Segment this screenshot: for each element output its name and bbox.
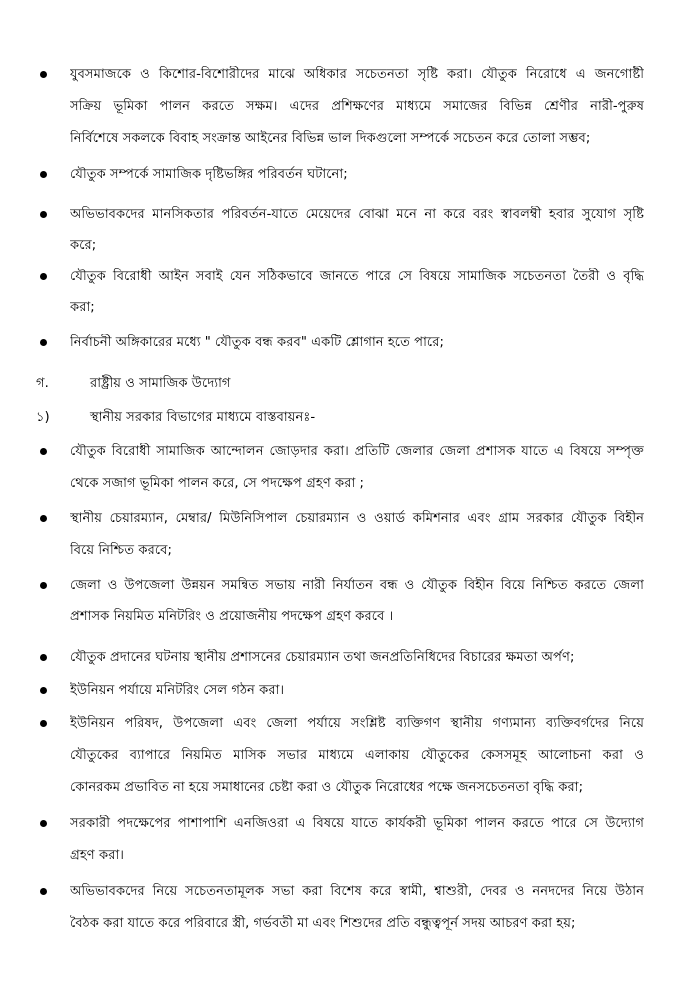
bullet-marker [40, 211, 47, 218]
paragraph-line: প্রশাসক নিয়মিত মনিটরিং ও প্রয়োজনীয় পদক্ষেপ গ্রহণ করবে । [70, 609, 394, 624]
bullet-marker [40, 888, 47, 895]
subsection-title: স্থানীয় সরকার বিভাগের মাধ্যমে বাস্তবায়নঃ- [90, 410, 316, 425]
paragraph-line: স্থানীয় চেয়ারম্যান, মেম্বার/ মিউনিসিপাল চেয়ারম্যান ও ওয়ার্ড কমিশনার এবং গ্রাম সরকার যৌতুক বিহীন [70, 511, 644, 526]
paragraph-line: অভিভাবকদের নিয়ে সচেতনতামূলক সভা করা বিশেষ করে স্বামী, শ্বাশুরী, দেবর ও ননদদের নিয়ে উঠান [70, 884, 644, 899]
bullet-marker [40, 171, 47, 178]
paragraph-line: থেকে সজাগ ভূমিকা পালন করে, সে পদক্ষেপ গ্রহণ করা ; [70, 476, 364, 491]
paragraph-line: জেলা ও উপজেলা উন্নয়ন সমন্বিত সভায় নারী নির্যাতন বন্ধ ও যৌতুক বিহীন বিয়ে নিশ্চিত করতে জেলা [70, 578, 644, 593]
bullet-marker [40, 273, 47, 280]
paragraph-line: যুবসমাজকে ও কিশোর-বিশোরীদের মাঝে অধিকার সচেতনতা সৃষ্টি করা। যৌতুক নিরোধে এ জনগোষ্টী [70, 67, 644, 82]
paragraph-line: ইউনিয়ন পর্যায়ে মনিটরিং সেল গঠন করা। [70, 683, 285, 698]
paragraph-line: বৈঠক করা যাতে করে পরিবারে স্ত্রী, গর্ভবতী মা এবং শিশুদের প্রতি বন্ধুত্বপূর্ন সদয় আচরণ করা হয়; [70, 916, 576, 931]
bullet-marker [40, 687, 47, 694]
bullet-marker [40, 720, 47, 727]
paragraph-line: যৌতুক সম্পর্কে সামাজিক দৃষ্টিভঙ্গির পরিবর্তন ঘটানো; [70, 167, 348, 182]
paragraph-line: করা; [70, 300, 95, 315]
bullet-marker [40, 339, 47, 346]
paragraph-line: যৌতুক বিরোধী সামাজিক আন্দোলন জোড়দার করা। প্রতিটি জেলার জেলা প্রশাসক যাতে এ বিষয়ে সম্পৃক্ত [70, 444, 644, 459]
paragraph-line: সরকারী পদক্ষেপের পাশাপাশি এনজিওরা এ বিষয়ে যাতে কার্যকরী ভূমিকা পালন করতে পারে সে উদ্যোগ [70, 816, 644, 831]
bullet-marker [40, 448, 47, 455]
section-title: রাষ্ট্রীয় ও সামাজিক উদ্যোগ [90, 376, 231, 391]
paragraph-line: করে; [70, 238, 97, 253]
paragraph-line: অভিভাবকদের মানসিকতার পরিবর্তন-যাতে মেয়েদের বোঝা মনে না করে বরং স্বাবলম্বী হবার সুযোগ সৃষ্টি [70, 207, 644, 222]
bullet-marker [40, 820, 47, 827]
bullet-marker [40, 515, 47, 522]
paragraph-line: গ্রহণ করা। [70, 848, 124, 863]
paragraph-line: নির্বাচনী অঙ্গিকারের মধ্যে " যৌতুক বন্ধ করব" একটি শ্লোগান হতে পারে; [70, 335, 444, 350]
paragraph-line: বিয়ে নিশ্চিত করবে; [70, 543, 172, 558]
bullet-marker [40, 71, 47, 78]
paragraph-line: ইউনিয়ন পরিষদ, উপজেলা এবং জেলা পর্যায়ে সংশ্লিষ্ট ব্যক্তিগণ স্থানীয় গণ্যমান্য ব্যক্তিবর্গদের নিয়ে [70, 716, 644, 731]
bullet-marker [40, 654, 47, 661]
paragraph-line: সক্রিয় ভূমিকা পালন করতে সক্ষম। এদের প্রশিক্ষণের মাধ্যমে সমাজের বিভিন্ন শ্রেণীর নারী-পুরুষ [70, 99, 644, 114]
section-number: গ. [36, 376, 49, 391]
bullet-marker [40, 582, 47, 589]
paragraph-line: যৌতুক বিরোধী আইন সবাই যেন সঠিকভাবে জানতে পারে সে বিষয়ে সামাজিক সচেতনতা তৈরী ও বৃদ্ধি [70, 269, 644, 284]
paragraph-line: যৌতুকের ব্যাপারে নিয়মিত মাসিক সভার মাধ্যমে এলাকায় যৌতুকের কেসসমূহ আলোচনা করা ও [70, 748, 644, 763]
paragraph-line: কোনরকম প্রভাবিত না হয়ে সমাধানের চেষ্টা করা ও যৌতুক নিরোধের পক্ষে জনসচেতনতা বৃদ্ধি করা; [70, 780, 584, 795]
paragraph-line: যৌতুক প্রদানের ঘটনায় স্থানীয় প্রশাসনের চেয়ারম্যান তথা জনপ্রতিনিধিদের বিচারের ক্ষমতা অর্পণ; [70, 650, 575, 665]
subsection-number: ১) [36, 410, 50, 425]
paragraph-line: নির্বিশেষে সকলকে বিবাহ সংক্রান্ত আইনের বিভিন্ন ভাল দিকগুলো সম্পর্কে সচেতন করে তোলা সম্ভব; [70, 131, 591, 146]
